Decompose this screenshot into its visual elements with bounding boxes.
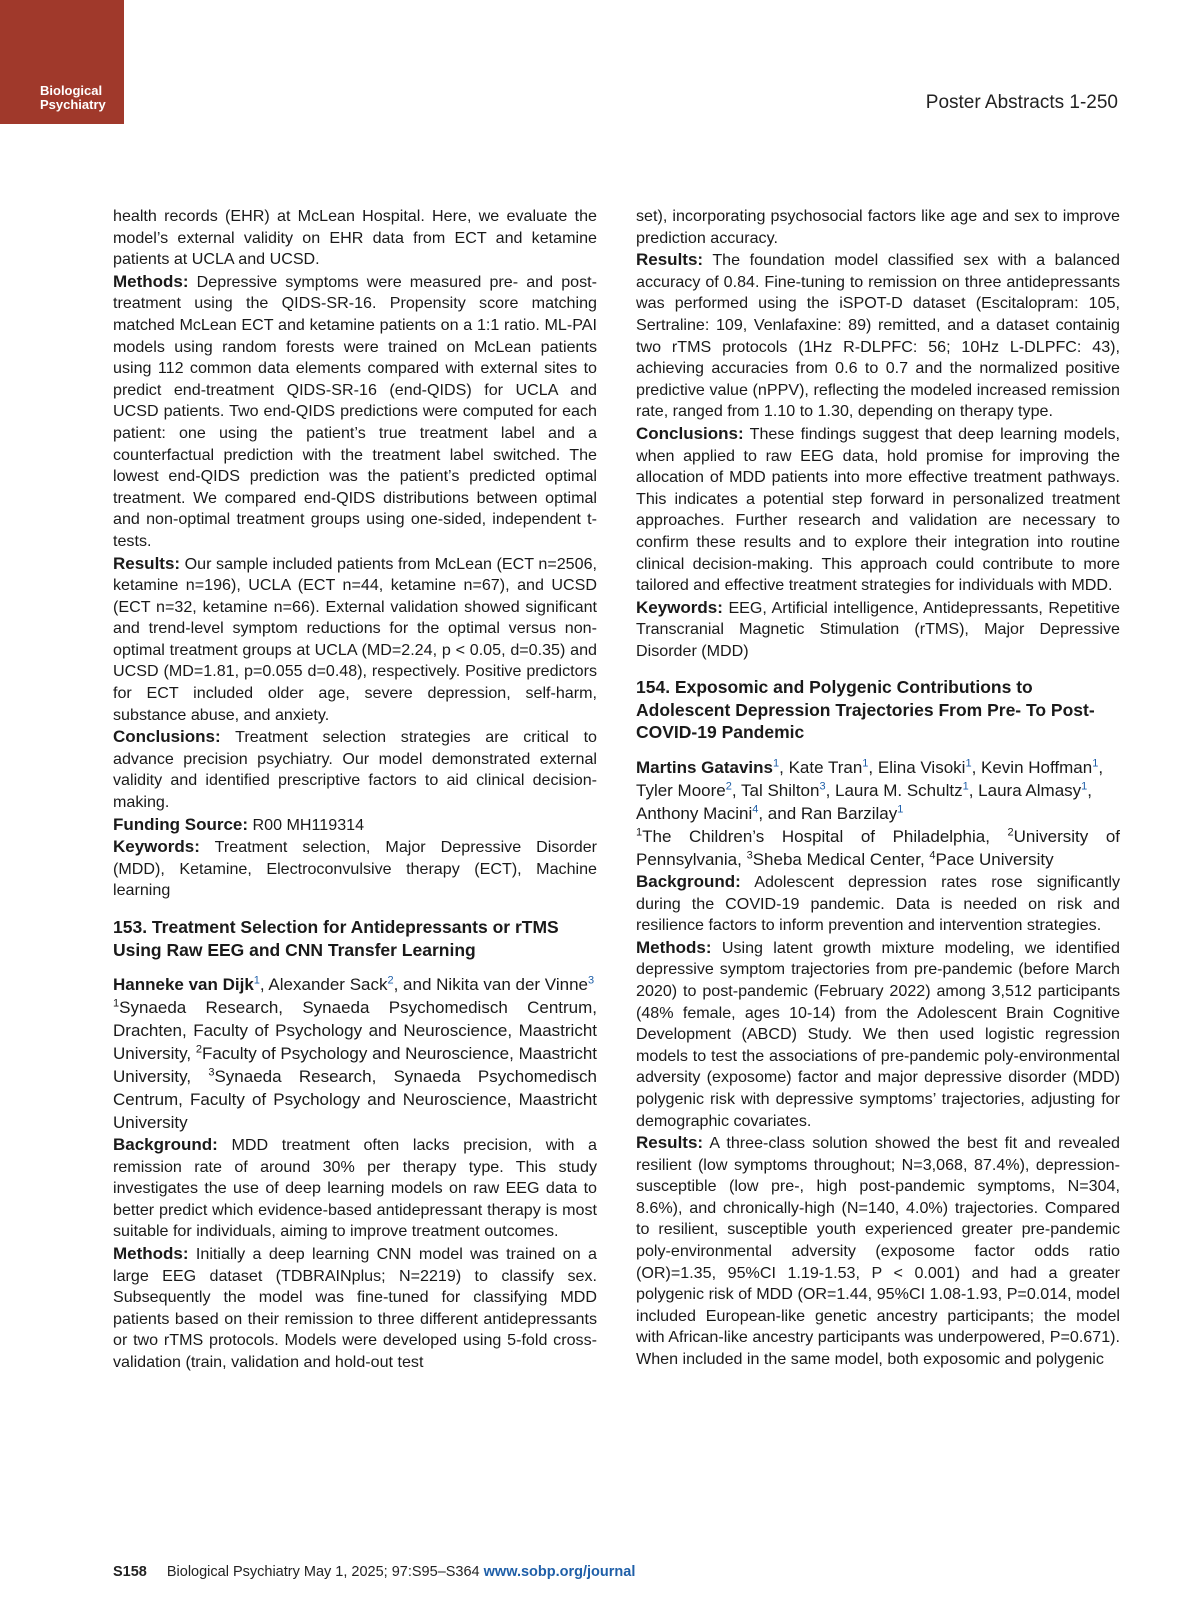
paragraph — [113, 206, 597, 271]
affiliation-text: Synaeda Research, Synaeda Psychomedisch Centrum, Faculty of Psychology and Neuroscience, Maastricht University — [113, 1067, 597, 1132]
author-name: , Elina Visoki — [868, 757, 966, 777]
affiliation-text: Faculty of Psychology and Neuroscience, Maastricht University, — [113, 1044, 597, 1086]
affiliations — [113, 996, 597, 1134]
paragraph — [636, 871, 1120, 937]
paragraph-text: Using latent growth mixture modeling, we identified depressive symptom trajectories from pre-pandemic (before March 2020) to post-pandemic (February 2022) among 3,512 participants (48% female, ages 10-14) from the Adolescent Brain Cognitive Development (ABCD) Study. We then used logistic regression models to test the associations of pre-pandemic poly-environmental adversity (exposome) factor and major depressive disorder (MDD) polygenic risk with depressive symptoms’ trajectories, adjusting for demographic covariates. — [636, 938, 1120, 1130]
paragraph — [636, 206, 1120, 249]
section-label: Methods: — [636, 937, 712, 957]
section-label: Conclusions: — [113, 727, 221, 747]
paragraph — [113, 271, 597, 553]
affiliation-number: 3 — [208, 1066, 215, 1079]
author-list — [636, 756, 1120, 825]
paragraph-text: Treatment selection strategies are critical to advance precision psychiatry. Our model demonstrated external validity and identified prescriptive factors to aid clinical decision-making. — [113, 728, 597, 812]
section-label: Keywords: — [636, 597, 723, 617]
abstract-title: 153. Treatment Selection for Antidepressants or rTMS Using Raw EEG and CNN Transfer Learning — [113, 917, 559, 960]
affiliation-number: 1 — [636, 826, 643, 839]
affiliation-number: 1 — [113, 997, 120, 1010]
paragraph — [636, 423, 1120, 597]
paragraph — [113, 814, 597, 837]
section-label: Results: — [636, 1133, 704, 1153]
left-column — [113, 206, 597, 1374]
section-label: Funding Source: — [113, 814, 249, 834]
author-name: , Alexander Sack — [259, 975, 388, 994]
section-label: Results: — [636, 250, 704, 270]
paragraph — [636, 937, 1120, 1132]
paragraph-text: Initially a deep learning CNN model was trained on a large EEG dataset (TDBRAINplus; N=2219) to classify sex. Subsequently the model was fine-tuned for classifying MDD patients based on their remission to three different antidepressants or two rTMS protocols. Models were developed using 5-fold cross-validation (train, validation and hold-out test — [113, 1244, 597, 1371]
affiliation-ref[interactable]: 2 — [387, 974, 394, 987]
section-label: Background: — [636, 871, 741, 891]
section-label: Conclusions: — [636, 423, 744, 443]
paragraph-text: The foundation model classified sex with a balanced accuracy of 0.84. Fine-tuning to remission on three antidepressants was performed using the iSPOT-D dataset (Escitalopram: 105, Sertraline: 109, Venlafaxine: 89) remitted, and a dataset containig two rTMS protocols (1Hz R-DLPFC: 56; 10Hz L-DLPFC: 43), achieving accuracies from 0.6 to 0.7 and the normalized positive predictive value (nPPV), reflecting the modeled increased remission rate, ranged from 1.10 to 1.30, depending on therapy type. — [636, 251, 1120, 421]
affiliation-ref[interactable]: 1 — [1081, 780, 1088, 793]
paragraph-text: Adolescent depression rates rose significantly during the COVID-19 pandemic. Data is needed on risk and resilience factors to inform prevention and intervention strategies. — [636, 872, 1120, 935]
section-label: Background: — [113, 1135, 218, 1154]
affiliation-ref[interactable]: 1 — [897, 803, 904, 816]
paragraph — [113, 553, 597, 727]
affiliation-ref[interactable]: 3 — [587, 974, 595, 987]
affiliation-ref[interactable]: 1 — [253, 974, 260, 987]
page-footer — [113, 1564, 635, 1580]
affiliation-number: 2 — [195, 1043, 202, 1056]
author-name: , Tyler Moore — [636, 757, 1104, 800]
author-name: , Laura M. Schultz — [825, 780, 963, 800]
paragraph-text: Our sample included patients from McLean (ECT n=2506, ketamine n=196), UCLA (ECT n=44, ketamine n=67), and UCSD (ECT n=32, ketamine n=66). External validation showed significant and trend-level symptom reductions for the optimal versus non-optimal treatment groups at UCLA (MD=2.24, p < 0.05, d=0.35) and UCSD (MD=1.81, p=0.055 d=0.48), respectively. Positive predictors for ECT included older age, severe depression, self-harm, substance abuse, and anxiety. — [113, 554, 597, 724]
affiliation-number: 2 — [1007, 826, 1014, 839]
paragraph-text: EEG, Artificial intelligence, Antidepressants, Repetitive Transcranial Magnetic Stimulation (rTMS), Major Depressive Disorder (MDD) — [636, 598, 1120, 660]
journal-link[interactable]: www.sobp.org/journal — [483, 1564, 636, 1580]
paragraph-text: set), incorporating psychosocial factors like age and sex to improve prediction accuracy. — [636, 207, 1120, 247]
author-name: , and Ran Barzilay — [758, 803, 898, 823]
paragraph-text: These findings suggest that deep learning models, when applied to raw EEG data, hold promise for improving the allocation of MDD patients into more effective treatment pathways. This indicates a potential step forward in personalized treatment approaches. Further research and validation are necessary to confirm these results and to explore their integration into routine clinical decision-making. This approach could contribute to more tailored and effective treatment strategies for individuals with MDD. — [636, 424, 1120, 595]
running-head: Poster Abstracts 1-250 — [925, 92, 1118, 113]
affiliation-number: 3 — [746, 849, 753, 862]
author-name: , Tal Shilton — [731, 780, 820, 800]
paragraph — [113, 726, 597, 813]
affiliation-text: Sheba Medical Center, — [752, 849, 930, 869]
journal-logo-text — [40, 84, 106, 112]
paragraph — [113, 1243, 597, 1374]
section-label: Methods: — [113, 1243, 189, 1263]
section-label: Keywords: — [113, 837, 200, 857]
paragraph-text: MDD treatment often lacks precision, with a remission rate of around 30% per therapy type. This study investigates the use of deep learning models on raw EEG data to better predict which evidence-based antidepressant therapy is most suitable for individuals, aiming to improve treatment outcomes. — [113, 1136, 597, 1241]
page-number: S158 — [113, 1564, 147, 1580]
paragraph — [636, 597, 1120, 663]
affiliation-ref[interactable]: 1 — [773, 757, 780, 770]
author-name: , Kevin Hoffman — [971, 757, 1093, 777]
affiliation-ref[interactable]: 2 — [725, 780, 732, 793]
author-name: Martins Gatavins — [636, 757, 773, 777]
affiliation-ref[interactable]: 1 — [862, 757, 869, 770]
right-column — [636, 206, 1120, 1371]
affiliation-text: Synaeda Research, Synaeda Psychomedisch Centrum, Drachten, Faculty of Psychology and Neuroscience, Maastricht University, — [113, 998, 597, 1063]
affiliation-number: 4 — [929, 849, 936, 862]
affiliation-ref[interactable]: 1 — [1092, 757, 1099, 770]
logo-line-1: Biological — [40, 83, 103, 98]
author-name: , and Nikita van der Vinne — [393, 975, 588, 994]
paragraph-text: Depressive symptoms were measured pre- and post-treatment using the QIDS-SR-16. Propensity score matching matched McLean ECT and ketamine patients on a 1:1 ratio. ML-PAI models using random forests were trained on McLean patients using 112 common data elements compared with external sites to predict end-treatment QIDS-SR-16 (end-QIDS) for UCLA and UCSD patients. Two end-QIDS predictions were computed for each patient: one using the patient’s true treatment label and a counterfactual prediction with the treatment label switched. The lowest end-QIDS prediction was the patient’s predicted optimal treatment. We compared end-QIDS distributions between optimal and non-optimal treatment groups using one-sided, independent t-tests. — [113, 272, 597, 550]
paragraph — [113, 1134, 597, 1243]
journal-logo — [0, 0, 124, 124]
section-label: Results: — [113, 553, 181, 573]
author-list — [113, 973, 597, 996]
author-name: , Anthony Macini — [636, 780, 1093, 823]
affiliation-ref[interactable]: 1 — [965, 757, 972, 770]
paragraph — [113, 836, 597, 902]
abstract-title: 154. Exposomic and Polygenic Contributions to Adolescent Depression Trajectories From Pre- To Post-COVID-19 Pandemic — [636, 677, 1095, 743]
paragraph — [636, 249, 1120, 423]
logo-line-2: Psychiatry — [40, 97, 106, 112]
section-label: Methods: — [113, 271, 189, 291]
paragraph — [636, 1132, 1120, 1371]
affiliations — [636, 825, 1120, 871]
affiliation-ref[interactable]: 1 — [962, 780, 969, 793]
affiliation-ref[interactable]: 4 — [752, 803, 759, 816]
affiliation-text: University of Pennsylvania, — [636, 826, 1120, 869]
affiliation-text: Pace University — [935, 849, 1054, 869]
paragraph-text: health records (EHR) at McLean Hospital. Here, we evaluate the model’s external validity on EHR data from ECT and ketamine patients at UCLA and UCSD. — [113, 207, 597, 269]
author-name: , Kate Tran — [779, 757, 863, 777]
affiliation-ref[interactable]: 3 — [819, 780, 826, 793]
author-name: Hanneke van Dijk — [113, 975, 254, 994]
affiliation-text: The Children’s Hospital of Philadelphia, — [642, 826, 1008, 846]
paragraph-text: R00 MH119314 — [248, 815, 365, 834]
journal-citation: Biological Psychiatry May 1, 2025; 97:S95–S364 — [166, 1564, 484, 1580]
paragraph-text: A three-class solution showed the best fit and revealed resilient (low symptoms throughout; N=3,068, 87.4%), depression-susceptible (low pre-, high post-pandemic symptoms, N=304, 8.6%), and chronically-high (N=140, 4.0%) trajectories. Compared to resilient, susceptible youth experienced greater pre-pandemic poly-environmental adversity (exposome factor odds ratio (OR)=1.35, 95%CI 1.19-1.53, P < 0.001) and had a greater polygenic risk of MDD (OR=1.44, 95%CI 1.08-1.93, P=0.014, model included European-like genetic ancestry participants; the model with African-like ancestry participants was underpowered, P=0.671). When included in the same model, both exposomic and polygenic — [636, 1134, 1120, 1369]
author-name: , Laura Almasy — [968, 780, 1082, 800]
paragraph-text: Treatment selection, Major Depressive Disorder (MDD), Ketamine, Electroconvulsive therapy (ECT), Machine learning — [113, 838, 597, 900]
